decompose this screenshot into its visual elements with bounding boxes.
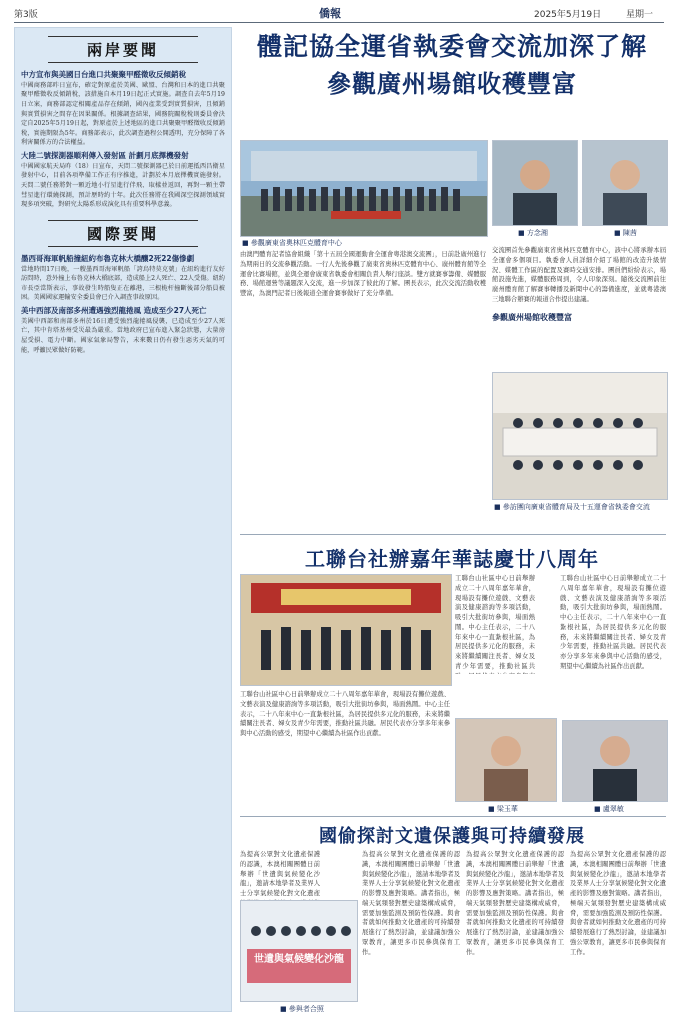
portrait-photo <box>582 140 668 226</box>
portrait-image <box>493 141 577 225</box>
masthead: 僑報 <box>319 7 341 20</box>
section-title-international: 國際要聞 <box>48 220 198 247</box>
section-divider <box>240 534 666 535</box>
photo-caption: ■ 盧翠敏 <box>594 805 624 813</box>
brief-headline: 美中西部及南部多州遭遇強烈龍捲風 造成至少27人死亡 <box>21 306 207 315</box>
article3-body: 為提高公眾對文化遺產保護的認識，本澳相關團體日前舉辦「世遺與氣候變化沙龍」，邀請本地學者及業界人士分享氣候變化對文化遺產 <box>240 851 320 897</box>
article1-headline: 體記協全運省執委會交流加深了解 <box>256 32 647 61</box>
event-photo <box>240 574 452 686</box>
meeting-photo <box>492 372 668 500</box>
portrait-image <box>583 141 667 225</box>
article1-body-continued: 交流團首先參觀廣東省奧林匹克體育中心，該中心將承辦本屆全運會多個項目。執委會人員詳細介紹了場館的改造升級情況、媒體工作區的配置及賽時交通安排。團員們紛紛表示，場館設施先進，媒體服務周到，令人印象深刻。隨後交流團前往廣州體育館了解賽事轉播及新聞中心的籌備進度，並就粵港澳三地聯合辦賽的報道合作提出建議。 <box>492 247 666 303</box>
salon-banner-text: 世遺與氣候變化沙龍 <box>254 954 344 965</box>
article1-subheadline: 參觀廣州場館收穫豐富 <box>327 69 577 98</box>
portrait-photo <box>562 720 668 802</box>
brief-body: 中國國家航天局昨（18）日宣布，天問二號探測器已於日前運抵西昌衛星發射中心，目前各項準備工作正有序推進，計劃於本月底擇機實施發射。天問二號任務將對一顆近地小行星進行伴飛、取樣並返回，再對一顆主帶彗星進行環繞探測，預計歷時約十年。此次任務將在我國深空探測領域實現多項突破，對研究太陽系形成演化具有重要科學意義。 <box>21 162 225 209</box>
portrait-photo <box>455 718 557 802</box>
brief-headline: 中方宣布與美國日台進口共聚聚甲醛徵收反傾銷稅 <box>21 70 186 79</box>
article3-body-column: 為提高公眾對文化遺產保護的認識，本澳相關團體日前舉辦「世遺與氣候變化沙龍」，邀請本地學者及業界人士分享氣候變化對文化遺產的影響及應對策略。講者指出，極端天氣頻發對歷史建築構成威脅，需要加強監測及預防性保護。與會者就如何推動文化遺產的可持續發展進行了熱烈討論，並建議加強公眾教育，讓更多市民參與保育工作。 <box>362 851 460 956</box>
meeting-image <box>493 373 667 499</box>
brief-headline: 大陸二號探測器順利傳入發射區 計劃月底擇機發射 <box>21 151 189 161</box>
article3-body-column: 為提高公眾對文化遺產保護的認識，本澳相關團體日前舉辦「世遺與氣候變化沙龍」，邀請本地學者及業界人士分享氣候變化對文化遺產的影響及應對策略。講者指出，極端天氣頻發對歷史建築構成威脅，需要加強監測及預防性保護。與會者就如何推動文化遺產的可持續發展進行了熱烈討論，並建議加強公眾教育，讓更多市民參與保育工作。 <box>466 851 564 956</box>
photo-caption: ■ 方念湘 <box>518 229 548 237</box>
article1-body: 由澳門體育記者協會組織「第十五屆全國運動會全運會粵港澳交流團」，日前赴廣州進行為期兩日的交流參觀活動。一行人先後參觀了廣東省奧林匹克體育中心、廣州體育館等全運會比賽場館，並與全運會廣東省執委會相關負責人舉行座談。雙方就賽事籌備、媒體服務、場館運營等議題深入交流，進一步加深了彼此的了解。團長表示，此次交流活動收穫豐富，為澳門記者日後報道全運會賽事做好了充分準備。 <box>240 251 486 297</box>
salon-image <box>241 901 357 1001</box>
portrait-image <box>563 721 667 801</box>
portrait-image <box>456 719 556 801</box>
page-number: 第3版 <box>14 10 38 20</box>
portrait-photo <box>492 140 578 226</box>
section-divider <box>240 816 666 817</box>
photo-caption: ■ 參訪團向廣東省體育局及十五運會省執委會交流 <box>494 503 650 511</box>
salon-photo <box>240 900 358 1002</box>
article2-body-column: 工聯台山社區中心日前舉辦成立二十八周年嘉年華會，現場設有攤位遊戲、文藝表演及健康諮詢等多項活動，吸引大批街坊參與，場面熱鬧。中心主任表示，二十八年來中心一直紮根社區，為居民提供多元化的服務，未來將繼續關注長者、婦女及青少年需要，推動社區共 <box>455 575 535 670</box>
article3-body-column: 為提高公眾對文化遺產保護的認識，本澳相關團體日前舉辦「世遺與氣候變化沙龍」，邀請本地學者及業界人士分享氣候變化對文化遺產的影響及應對策略。講者指出，極端天氣頻發對歷史建築構成威脅，需要加強監測及預防性保護。與會者就如何推動文化遺產的可持續發展進行了熱烈討論，並建議加強公眾教育，讓更多市民參與保育工作。 <box>570 851 666 956</box>
issue-date: 2025年5月19日 <box>534 10 602 20</box>
page-header <box>14 4 664 22</box>
section-title-cross-strait: 兩岸要聞 <box>48 36 198 63</box>
article2-body-column: 工聯台山社區中心日前舉辦成立二十八周年嘉年華會，現場設有攤位遊戲、文藝表演及健康諮詢等多項活動，吸引大批街坊參與，場面熱鬧。中心主任表示，二十八年來中心一直紮根社區，為居民提供多元化的服務，未來將繼續關注長者、婦女及青少年需要，推動社區共融。居民代表亦分享多年來參與中心活動的感受，期望中心繼續為社區作出貢獻。 <box>560 575 666 670</box>
group-photo-image <box>241 141 487 236</box>
weekday: 星期一 <box>626 10 654 20</box>
photo-caption: ■ 參與者合照 <box>280 1005 324 1013</box>
article1-subhead: 參觀廣州場館收穫豐富 <box>492 310 572 323</box>
article3-headline: 國偷探討文遺保護與可持續發展 <box>319 826 585 847</box>
brief-body: 中國商務部昨日宣布，確定對原產於美國、歐盟、台灣和日本的進口共聚聚甲醛徵收反傾銷稅，該措施自本月19日起正式實施。調查自去年5月19日立案，商務部認定相關產品存在傾銷，國內產業受到實質損害，且傾銷與實質損害之間存在因果關係。根據調查結果，國務院關稅稅則委員會決定自2025年5月19日起，對原產於上述地區的進口共聚聚甲醛徵收反傾銷稅，實施期限為5年。商務部表示，此次調查過程公開透明，充分保障了各利害關係方的合法權益。 <box>21 81 225 147</box>
photo-caption: ■ 陳茜 <box>614 229 637 237</box>
photo-caption: ■ 梁玉華 <box>488 805 518 813</box>
header-rule <box>14 22 664 23</box>
article2-body: 工聯台山社區中心日前舉辦成立二十八周年嘉年華會，現場設有攤位遊戲、文藝表演及健康諮詢等多項活動，吸引大批街坊參與，場面熱鬧。中心主任表示，二十八年來中心一直紮根社區，為居民提供多元化的服務，未來將繼續關注長者、婦女及青少年需要，推動社區共融。居民代表亦分享多年來參與中心活動的感受，期望中心繼續為社區作出貢獻。 <box>240 691 450 737</box>
brief-headline: 墨西哥海軍帆船撞紐約布魯克林大橋釀2死22傷慘劇 <box>21 253 195 263</box>
event-image <box>241 575 451 685</box>
brief-body: 當地時間17日晚，一艘墨西哥海軍帆船「誇烏特莫克號」在紐約進行友好訪問時，意外撞上布魯克林大橋底部，造成船上2人死亡、22人受傷。紐約市長亞當斯表示，事故發生時船隻正在離港，三根桅杆撞斷後部分船員被困。美國國家運輸安全委員會已介入調查事故原因。 <box>21 265 225 302</box>
sidebar-briefs <box>14 27 232 1012</box>
group-photo <box>240 140 488 237</box>
photo-caption: ■ 參觀廣東省奧林匹克體育中心 <box>242 239 342 247</box>
article2-headline: 工聯台社辦嘉年華誌慶廿八周年 <box>305 547 599 571</box>
brief-body: 美國中西部和南部多州於16日遭受強烈龍捲風侵襲，已造成至少27人死亡，其中肯塔基州受災最為嚴重。當地政府已宣布進入緊急狀態，大量房屋受損、電力中斷。國家氣象局警告，未來數日仍有發生惡劣天氣的可能，呼籲民眾做好防範。 <box>21 317 225 354</box>
